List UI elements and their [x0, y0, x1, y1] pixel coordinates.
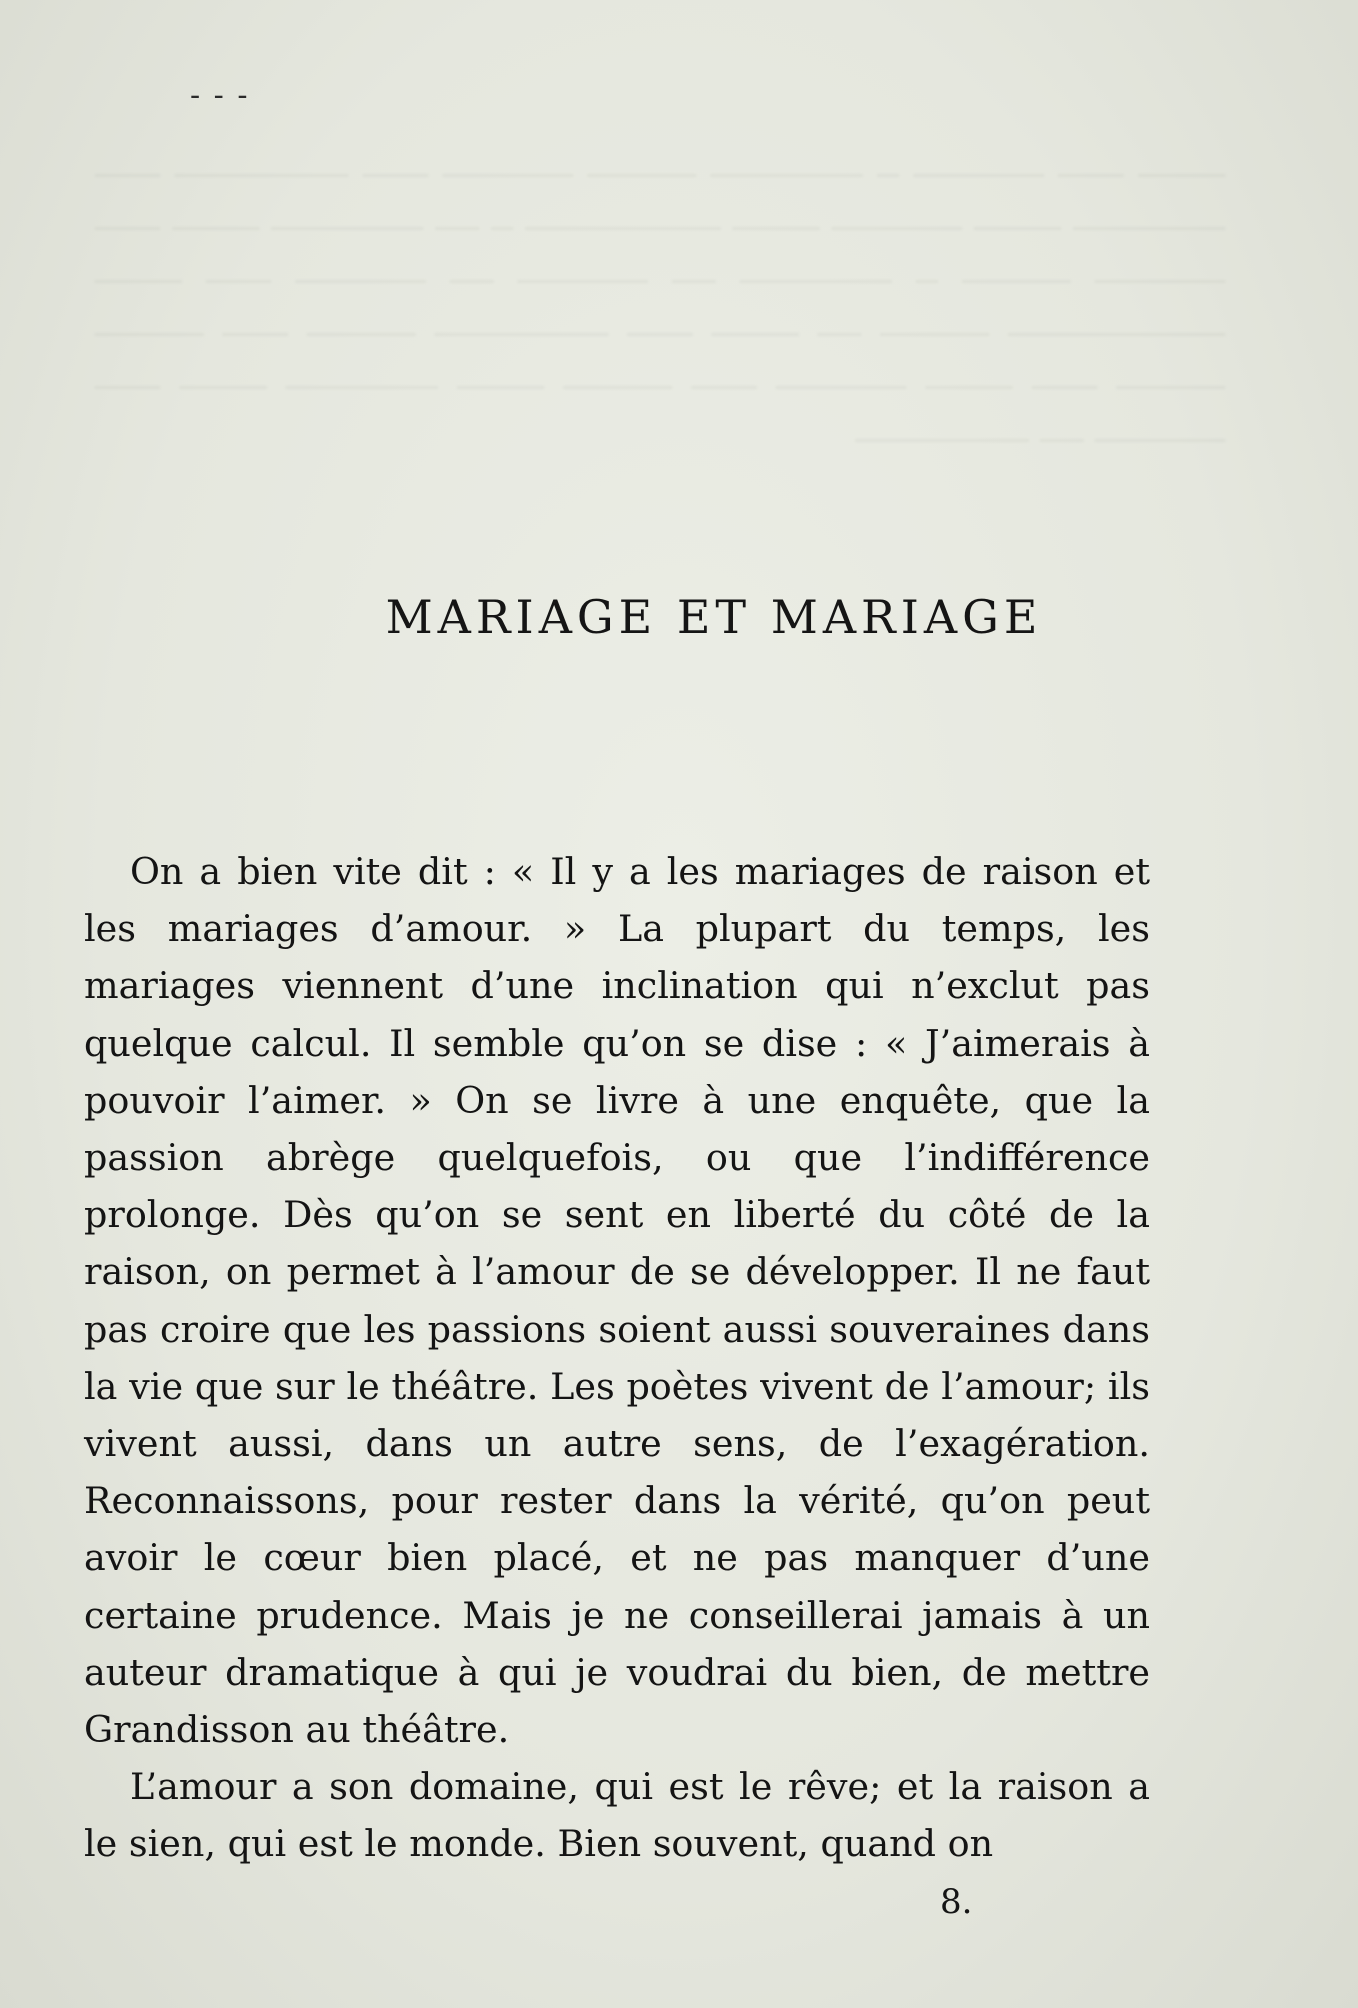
show-through-text: ──── ─── ────── ─ ─────── ───── ────── ─── ──────── ─── ─────── ──── ────── ──── ───────── ─ ── ─────── ──── ─── ────── ───── ─ ─────── ── ────── ── ────── ─── ──── ────────── ───── ── ──── ─── ──────── ───── ─── ───── ───── ─── ──── ────── ─── ───── ──── ─────── ──── ─── ────── ── ──────── [95, 156, 1225, 462]
chapter-title: MARIAGE ET MARIAGE [385, 590, 1043, 644]
header-ornament: - - - [190, 78, 250, 113]
paragraph: On a bien vite dit : « Il y a les mariages de raison et les mariages d’amour. » La plupart du temps, les mariages viennent d’une inclination qui n’exclut pas quelque calcul. Il semble qu’on se dise : « J’aimerais à pouvoir l’aimer. » On se livre à une enquête, que la passion abrège quelquefois, ou que l’indifférence prolonge. Dès qu’on se sent en liberté du côté de la raison, on permet à l’amour de se développer. Il ne faut pas croire que les passions soient aussi souveraines dans la vie que sur le théâtre. Les poètes vivent de l’amour; ils vivent aussi, dans un autre sens, de l’exagération. Reconnaissons, pour rester dans la vérité, qu’on peut avoir le cœur bien placé, et ne pas manquer d’une certaine prudence. Mais je ne conseillerai jamais à un auteur dramatique à qui je voudrai du bien, de mettre Grandisson au théâtre. [84, 850, 1150, 1752]
body-text [84, 843, 1150, 1873]
paragraph: L’amour a son domaine, qui est le rêve; et la raison a le sien, qui est le monde. Bien souvent, quand on [84, 1765, 1150, 1866]
signature-mark: 8. [940, 1882, 973, 1922]
